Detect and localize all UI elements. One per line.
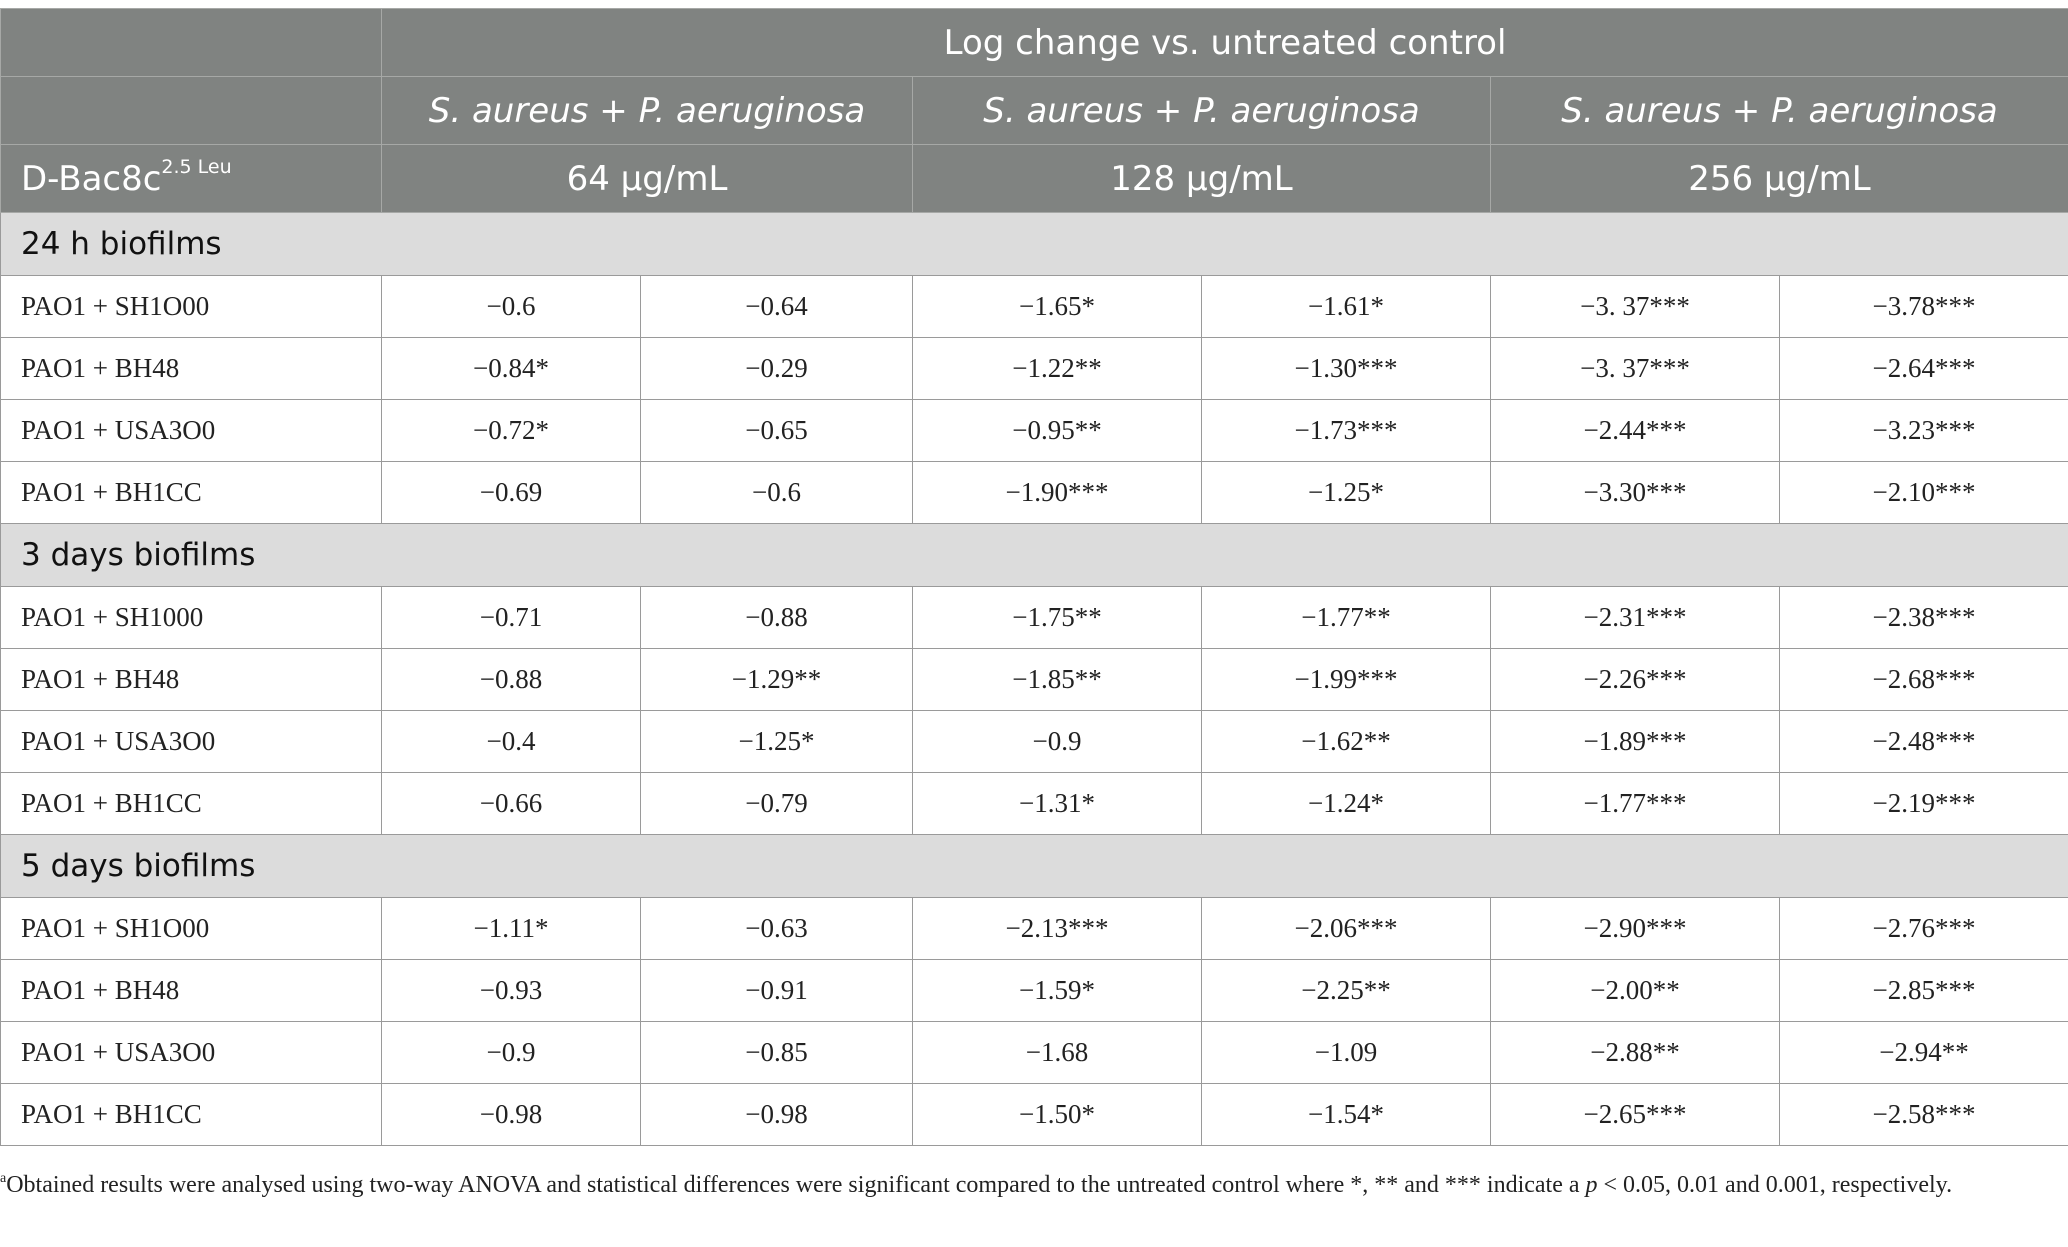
concentration-128: 128 μg/mL (913, 145, 1491, 213)
value-cell: −2.25** (1202, 960, 1491, 1022)
header-row-group (1, 9, 2068, 77)
value-cell: −3.78*** (1780, 276, 2068, 338)
organism-header-128: S. aureus + P. aeruginosa (913, 77, 1491, 145)
value-cell: −0.6 (382, 276, 641, 338)
value-cell: −0.4 (382, 711, 641, 773)
table-row (1, 711, 2068, 773)
organism-header-256: S. aureus + P. aeruginosa (1491, 77, 2068, 145)
group-title: Log change vs. untreated control (382, 9, 2068, 77)
table-row (1, 773, 2068, 835)
value-cell: −1.61* (1202, 276, 1491, 338)
value-cell: −0.69 (382, 462, 641, 524)
value-cell: −3.30*** (1491, 462, 1780, 524)
table-row (1, 1022, 2068, 1084)
value-cell: −2.85*** (1780, 960, 2068, 1022)
value-cell: −1.73*** (1202, 400, 1491, 462)
value-cell: −1.11* (382, 898, 641, 960)
value-cell: −0.71 (382, 587, 641, 649)
strain-label: PAO1 + USA3O0 (1, 400, 382, 462)
value-cell: −0.6 (641, 462, 913, 524)
value-cell: −1.25* (1202, 462, 1491, 524)
strain-label: PAO1 + USA3O0 (1, 1022, 382, 1084)
value-cell: −0.9 (913, 711, 1202, 773)
value-cell: −2.10*** (1780, 462, 2068, 524)
concentration-64: 64 μg/mL (382, 145, 913, 213)
value-cell: −0.79 (641, 773, 913, 835)
table-row (1, 462, 2068, 524)
table-row (1, 400, 2068, 462)
header-row-organism (1, 77, 2068, 145)
value-cell: −3. 37*** (1491, 338, 1780, 400)
value-cell: −1.25* (641, 711, 913, 773)
value-cell: −2.00** (1491, 960, 1780, 1022)
value-cell: −1.09 (1202, 1022, 1491, 1084)
value-cell: −1.77*** (1491, 773, 1780, 835)
value-cell: −2.88** (1491, 1022, 1780, 1084)
value-cell: −0.9 (382, 1022, 641, 1084)
strain-label: PAO1 + BH48 (1, 960, 382, 1022)
section-row (1, 524, 2068, 587)
footnote-p-symbol: p (1585, 1172, 1598, 1198)
table-row (1, 1084, 2068, 1146)
value-cell: −0.98 (641, 1084, 913, 1146)
value-cell: −2.64*** (1780, 338, 2068, 400)
value-cell: −1.59* (913, 960, 1202, 1022)
value-cell: −1.68 (913, 1022, 1202, 1084)
table-row (1, 960, 2068, 1022)
footnote-marker: a (0, 1171, 7, 1186)
value-cell: −1.90*** (913, 462, 1202, 524)
value-cell: −2.76*** (1780, 898, 2068, 960)
strain-label: PAO1 + BH1CC (1, 462, 382, 524)
value-cell: −2.65*** (1491, 1084, 1780, 1146)
value-cell: −0.88 (382, 649, 641, 711)
table-row (1, 276, 2068, 338)
strain-label: PAO1 + SH1000 (1, 587, 382, 649)
value-cell: −1.31* (913, 773, 1202, 835)
compound-superscript: 2.5 Leu (161, 156, 232, 179)
value-cell: −0.93 (382, 960, 641, 1022)
table-row (1, 649, 2068, 711)
section-row (1, 213, 2068, 276)
value-cell: −2.19*** (1780, 773, 2068, 835)
section-title: 5 days biofilms (1, 835, 2068, 898)
value-cell: −1.54* (1202, 1084, 1491, 1146)
value-cell: −0.84* (382, 338, 641, 400)
value-cell: −0.95** (913, 400, 1202, 462)
value-cell: −0.91 (641, 960, 913, 1022)
header-corner-2 (1, 77, 382, 145)
section-title: 24 h biofilms (1, 213, 2068, 276)
section-title: 3 days biofilms (1, 524, 2068, 587)
header-row-concentration (1, 145, 2068, 213)
compound-name: D-Bac8c (21, 158, 162, 199)
value-cell: −0.65 (641, 400, 913, 462)
compound-label (1, 145, 382, 213)
value-cell: −2.26*** (1491, 649, 1780, 711)
value-cell: −1.89*** (1491, 711, 1780, 773)
strain-label: PAO1 + BH1CC (1, 1084, 382, 1146)
results-table (0, 8, 2068, 1146)
strain-label: PAO1 + SH1O00 (1, 898, 382, 960)
footnote-text-after: < 0.05, 0.01 and 0.001, respectively. (1597, 1172, 1953, 1198)
value-cell: −2.58*** (1780, 1084, 2068, 1146)
value-cell: −2.94** (1780, 1022, 2068, 1084)
value-cell: −1.22** (913, 338, 1202, 400)
value-cell: −1.65* (913, 276, 1202, 338)
value-cell: −2.68*** (1780, 649, 2068, 711)
value-cell: −0.98 (382, 1084, 641, 1146)
strain-label: PAO1 + BH1CC (1, 773, 382, 835)
value-cell: −3.23*** (1780, 400, 2068, 462)
value-cell: −1.62** (1202, 711, 1491, 773)
strain-label: PAO1 + SH1O00 (1, 276, 382, 338)
strain-label: PAO1 + USA3O0 (1, 711, 382, 773)
value-cell: −0.85 (641, 1022, 913, 1084)
header-corner (1, 9, 382, 77)
strain-label: PAO1 + BH48 (1, 649, 382, 711)
footnote-text-before: Obtained results were analysed using two-way ANOVA and statistical differences were significant compared to the untreated control where *, ** and *** indicate a (6, 1172, 1586, 1198)
value-cell: −2.06*** (1202, 898, 1491, 960)
value-cell: −2.31*** (1491, 587, 1780, 649)
value-cell: −2.44*** (1491, 400, 1780, 462)
value-cell: −1.50* (913, 1084, 1202, 1146)
table-row (1, 338, 2068, 400)
strain-label: PAO1 + BH48 (1, 338, 382, 400)
table-row (1, 587, 2068, 649)
value-cell: −2.90*** (1491, 898, 1780, 960)
value-cell: −3. 37*** (1491, 276, 1780, 338)
value-cell: −0.88 (641, 587, 913, 649)
value-cell: −1.75** (913, 587, 1202, 649)
value-cell: −2.13*** (913, 898, 1202, 960)
organism-header-64: S. aureus + P. aeruginosa (382, 77, 913, 145)
concentration-256: 256 μg/mL (1491, 145, 2068, 213)
value-cell: −0.29 (641, 338, 913, 400)
value-cell: −1.24* (1202, 773, 1491, 835)
value-cell: −1.77** (1202, 587, 1491, 649)
value-cell: −1.85** (913, 649, 1202, 711)
value-cell: −2.38*** (1780, 587, 2068, 649)
value-cell: −0.64 (641, 276, 913, 338)
value-cell: −1.29** (641, 649, 913, 711)
section-row (1, 835, 2068, 898)
table-body (1, 213, 2068, 1146)
table-row (1, 898, 2068, 960)
footnote (0, 1166, 2060, 1208)
value-cell: −1.99*** (1202, 649, 1491, 711)
value-cell: −0.66 (382, 773, 641, 835)
value-cell: −2.48*** (1780, 711, 2068, 773)
value-cell: −0.72* (382, 400, 641, 462)
value-cell: −0.63 (641, 898, 913, 960)
value-cell: −1.30*** (1202, 338, 1491, 400)
